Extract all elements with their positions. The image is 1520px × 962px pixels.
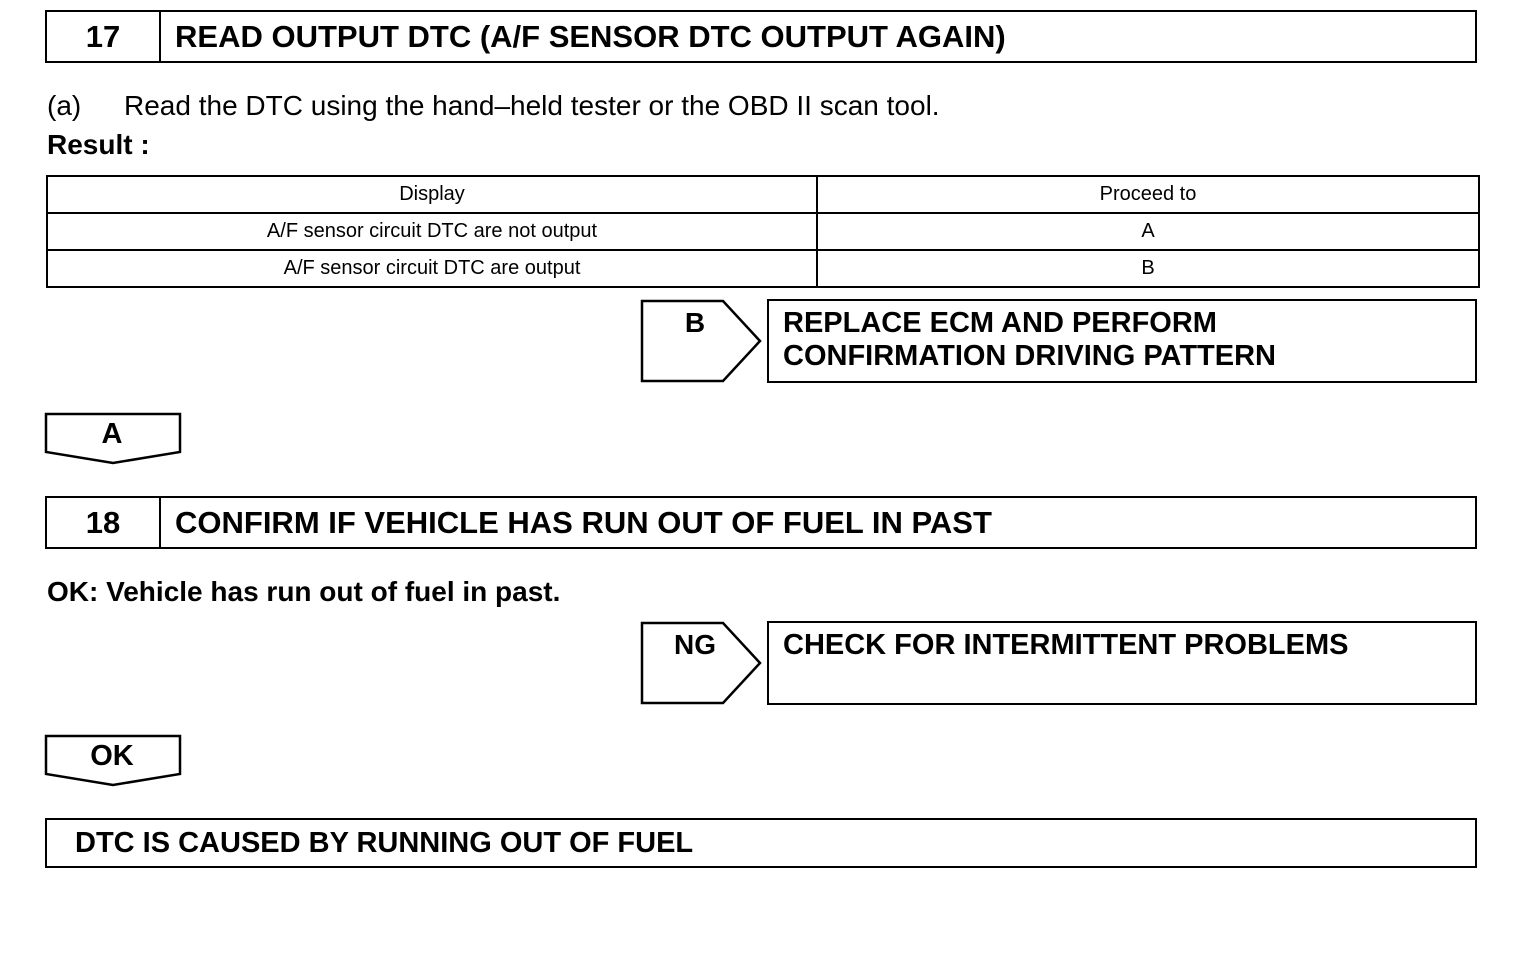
table-header-row xyxy=(47,176,1479,213)
step-18-number: 18 xyxy=(47,498,161,547)
continue-a-arrow xyxy=(44,412,182,466)
result-label: Result : xyxy=(47,129,150,160)
branch-b-arrow xyxy=(640,299,764,383)
result-table xyxy=(46,175,1480,288)
action-line: REPLACE ECM AND PERFORM xyxy=(783,307,1217,339)
table-header-cell: Proceed to xyxy=(817,176,1479,213)
table-header-cell: Display xyxy=(47,176,817,213)
continue-a-label: A xyxy=(101,418,123,450)
action-line: CONFIRMATION DRIVING PATTERN xyxy=(783,340,1276,372)
continue-ok-label: OK xyxy=(90,740,134,772)
table-row xyxy=(47,213,1479,250)
branch-ng-arrow xyxy=(640,621,764,705)
replace-ecm-action xyxy=(767,299,1477,383)
step-17-instruction xyxy=(47,90,940,122)
action-line: CHECK FOR INTERMITTENT PROBLEMS xyxy=(783,629,1349,661)
check-intermittent-action xyxy=(767,621,1477,705)
table-row xyxy=(47,250,1479,287)
step-18-header xyxy=(45,496,1477,549)
instruction-text: Read the DTC using the hand–held tester or the OBD II scan tool. xyxy=(124,90,940,121)
table-cell: A/F sensor circuit DTC are not output xyxy=(47,213,817,250)
table-cell: A/F sensor circuit DTC are output xyxy=(47,250,817,287)
step-17-title: READ OUTPUT DTC (A/F SENSOR DTC OUTPUT AGAIN) xyxy=(175,18,1006,54)
final-conclusion: DTC IS CAUSED BY RUNNING OUT OF FUEL xyxy=(45,818,1477,868)
branch-ng-label: NG xyxy=(674,629,716,660)
step-18-title: CONFIRM IF VEHICLE HAS RUN OUT OF FUEL IN PAST xyxy=(175,504,992,540)
ok-criteria: OK: Vehicle has run out of fuel in past. xyxy=(47,576,561,607)
table-cell: A xyxy=(817,213,1479,250)
branch-b-label: B xyxy=(684,307,706,338)
table-cell: B xyxy=(817,250,1479,287)
instruction-label: (a) xyxy=(47,90,82,121)
continue-ok-arrow xyxy=(44,734,182,788)
step-17-number: 17 xyxy=(47,12,161,61)
step-17-header xyxy=(45,10,1477,63)
